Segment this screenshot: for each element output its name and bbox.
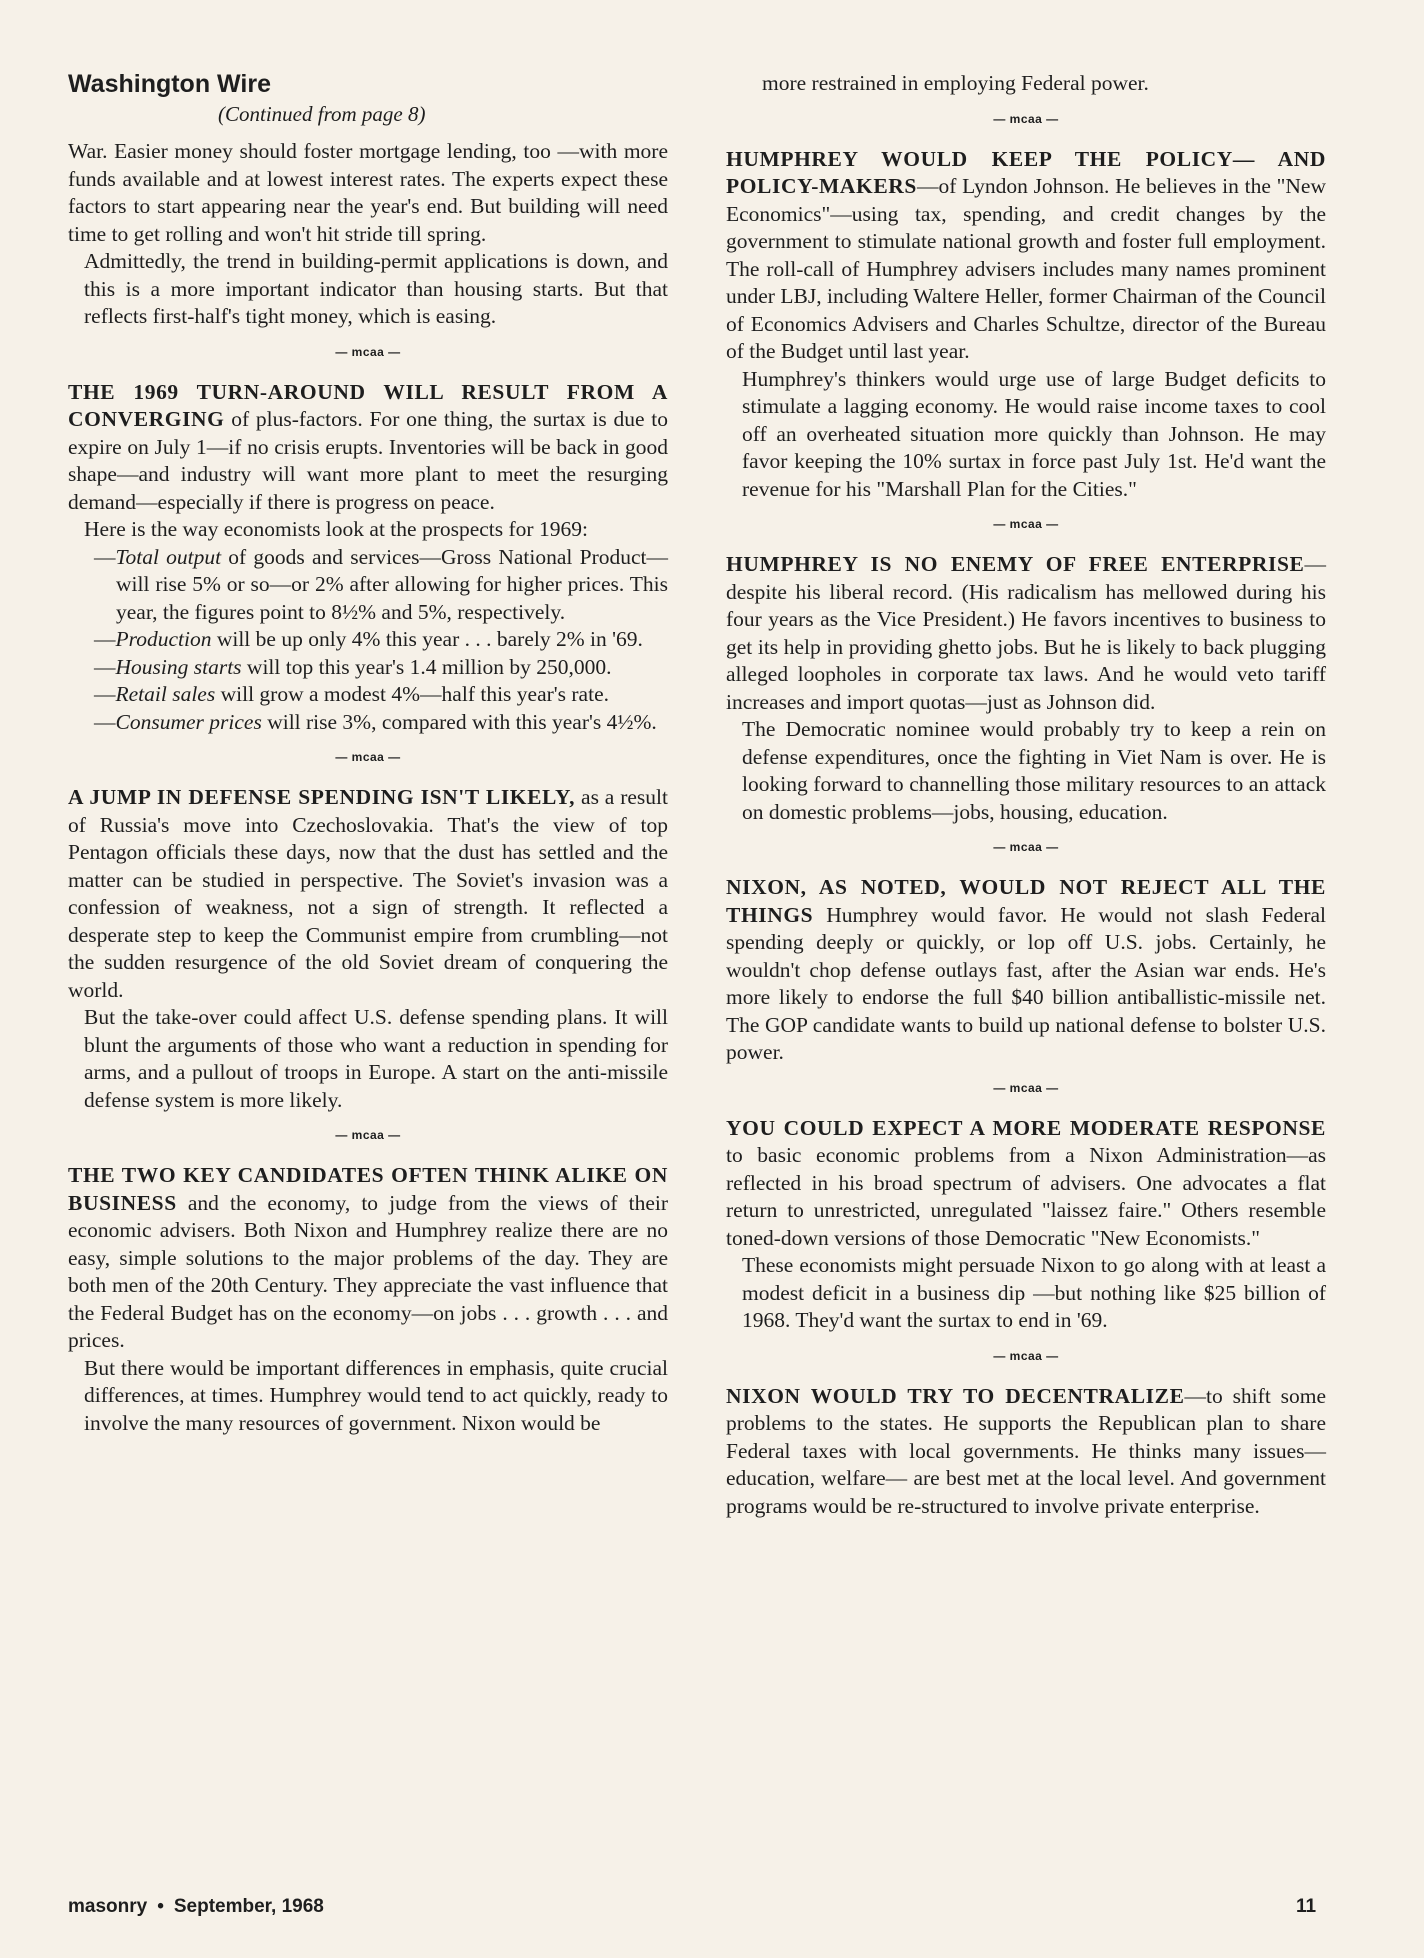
separator: — mcaa —	[335, 750, 401, 764]
item-term: Consumer prices	[115, 709, 262, 734]
paragraph: The Democratic nominee would probably try to keep a rein on defense expenditures, once the fighting in Viet Nam is over. He is looking forward to channelling those military resources to an attack on domestic problems—jobs, housing, education.	[742, 717, 1326, 824]
list-item	[68, 626, 668, 654]
footer-publication	[68, 1896, 324, 1918]
paragraph: But the take-over could affect U.S. defense spending plans. It will blunt the arguments of those who want a reduction in spending for arms, and a pullout of troops in Europe. A start on the anti-missile defense system is more likely.	[84, 1005, 668, 1112]
section-heading: NIXON WOULD TRY TO DECENTRALIZE	[726, 1383, 1185, 1408]
dash: —	[94, 709, 116, 734]
bullet-icon: •	[157, 1896, 164, 1917]
item-text: will top this year's 1.4 million by 250,000.	[241, 654, 612, 679]
item-text: of goods and services—Gross National Product—will rise 5% or so—or 2% after allowing for higher prices. This year, the figures point to 8½% and 5%, respectively.	[116, 544, 668, 624]
section-heading: HUMPHREY IS NO ENEMY OF FREE ENTERPRISE	[726, 552, 1305, 576]
paragraph: But there would be important differences in emphasis, quite crucial differences, at times. Humphrey would tend to act quickly, ready to involve the many resources of government. Nixon would be	[84, 1355, 668, 1435]
list-item	[68, 681, 668, 709]
separator: — mcaa —	[335, 1128, 401, 1142]
section-heading: A JUMP IN DEFENSE SPENDING ISN'T LIKELY,	[68, 785, 576, 809]
issue-date: September, 1968	[173, 1896, 324, 1917]
separator: — mcaa —	[993, 840, 1059, 854]
section-paragraph	[726, 551, 1326, 716]
item-term: Housing starts	[115, 654, 242, 679]
item-text: will grow a modest 4%—half this year's rate.	[215, 682, 609, 706]
page-number: 11	[1296, 1896, 1317, 1917]
section-paragraph	[68, 1162, 668, 1355]
item-text: will be up only 4% this year . . . barely 2% in '69.	[211, 627, 643, 651]
section-body: to basic economic problems from a Nixon Administration—as reflected in his broad spectrum of advisers. One advocates a flat return to unrestricted, unregulated "laissez faire." Others resemble toned-down versions of those Democratic "New Economists."	[726, 1143, 1326, 1250]
dash: —	[94, 627, 116, 651]
section-heading: THE TWO KEY CANDIDATES OFTEN THINK ALIKE ON BUSINESS	[68, 1163, 668, 1215]
section-paragraph	[726, 146, 1326, 366]
dash: —	[94, 654, 116, 679]
magazine-name: masonry	[68, 1896, 148, 1917]
item-text: will rise 3%, compared with this year's 4½%.	[261, 709, 657, 734]
list-item	[68, 709, 668, 737]
section-paragraph	[68, 784, 668, 1004]
list-item	[68, 654, 668, 682]
section-body: —of Lyndon Johnson. He believes in the "New Economics"—using tax, spending, and credit changes by the government to stimulate national growth and foster full employment. The roll-call of Humphrey advisers includes many names prominent under LBJ, including Waltere Heller, former Chairman of the Council of Economics Advisers and Charles Schultze, director of the Bureau of the Budget until last year.	[726, 174, 1326, 363]
list-item	[68, 544, 668, 627]
separator: — mcaa —	[993, 1080, 1059, 1095]
section-heading: YOU COULD EXPECT A MORE MODERATE RESPONSE	[726, 1115, 1326, 1140]
paragraph: Humphrey's thinkers would urge use of large Budget deficits to stimulate a lagging economy. He would raise income taxes to cool off an overheated situation more quickly than Johnson. He may favor keeping the 10% surtax in force past July 1st. He'd want the revenue for his "Marshall Plan for the Cities."	[742, 366, 1326, 501]
continued-note: (Continued from page 8)	[218, 102, 426, 126]
section-heading: HUMPHREY WOULD KEEP THE POLICY— AND POLICY-MAKERS	[726, 146, 1326, 198]
section-heading: NIXON, AS NOTED, WOULD NOT REJECT ALL THE THINGS	[726, 875, 1326, 927]
item-term: Production	[115, 627, 212, 651]
section-paragraph	[68, 379, 668, 517]
separator: — mcaa —	[993, 517, 1059, 531]
section-body: —despite his liberal record. (His radicalism has mellowed during his four years as the Vice President.) He favors incentives to business to get its help in providing ghetto jobs. But he is likely to back plugging alleged loopholes in corporate tax laws. And he would veto tariff increases and import quotas—just as Johnson did.	[726, 552, 1326, 714]
dash: —	[94, 544, 116, 569]
left-column	[68, 62, 668, 1437]
right-column	[726, 62, 1326, 1520]
separator: — mcaa —	[993, 111, 1059, 126]
section-body: of plus-factors. For one thing, the surtax is due to expire on July 1—if no crisis erupts. Inventories will be back in good shape—and industry will want more plant to meet the resurging demand—especially if there is progress on peace.	[68, 407, 668, 514]
section-paragraph	[726, 1115, 1326, 1253]
separator: — mcaa —	[993, 1348, 1059, 1363]
dash: —	[94, 682, 116, 706]
paragraph: Here is the way economists look at the prospects for 1969:	[84, 517, 588, 541]
paragraph: more restrained in employing Federal power.	[762, 71, 1149, 95]
section-heading: THE 1969 TURN-AROUND WILL RESULT FROM A CONVERGING	[68, 379, 668, 431]
column-title: Washington Wire	[68, 70, 272, 98]
section-body: as a result of Russia's move into Czechoslovakia. That's the view of top Pentagon officials these days, now that the dust has settled and the matter can be studied in perspective. The Soviet's invasion was a confession of weakness, not a sign of strength. It reflected a desperate step to keep the Communist empire from crumbling—not the sudden resurgence of the old Soviet dream of conquering the world.	[68, 785, 668, 1002]
section-paragraph	[726, 1383, 1326, 1521]
paragraph: Admittedly, the trend in building-permit applications is down, and this is a more important indicator than housing starts. But that reflects first-half's tight money, which is easing.	[84, 249, 668, 328]
paragraph: War. Easier money should foster mortgage lending, too —with more funds available and at lowest interest rates. The experts expect these factors to start appearing near the year's end. But building will need time to get rolling and won't hit stride till spring.	[68, 139, 668, 246]
section-paragraph	[726, 874, 1326, 1067]
section-body: Humphrey would favor. He would not slash Federal spending deeply or quickly, or lop off U.S. jobs. Certainly, he wouldn't chop defense outlays fast, after the Asian war ends. He's more likely to endorse the full $40 billion antiballistic-missile net. The GOP candidate wants to build up national defense to bolster U.S. power.	[726, 902, 1326, 1064]
paragraph: These economists might persuade Nixon to go along with at least a modest deficit in a business dip —but nothing like $25 billion of 1968. They'd want the surtax to end in '69.	[742, 1253, 1326, 1332]
item-term: Total output	[115, 544, 222, 569]
section-body: —to shift some problems to the states. He supports the Republican plan to share Federal taxes with local governments. He thinks many issues—education, welfare— are best met at the local level. And government programs would be re-structured to involve private enterprise.	[726, 1383, 1326, 1518]
item-term: Retail sales	[115, 682, 216, 706]
section-body: and the economy, to judge from the views of their economic advisers. Both Nixon and Humphrey realize there are no easy, simple solutions to the major problems of the day. They are both men of the 20th Century. They appreciate the vast influence that the Federal Budget has on the economy—on jobs . . . growth . . . and prices.	[68, 1190, 668, 1352]
separator: — mcaa —	[335, 344, 401, 359]
